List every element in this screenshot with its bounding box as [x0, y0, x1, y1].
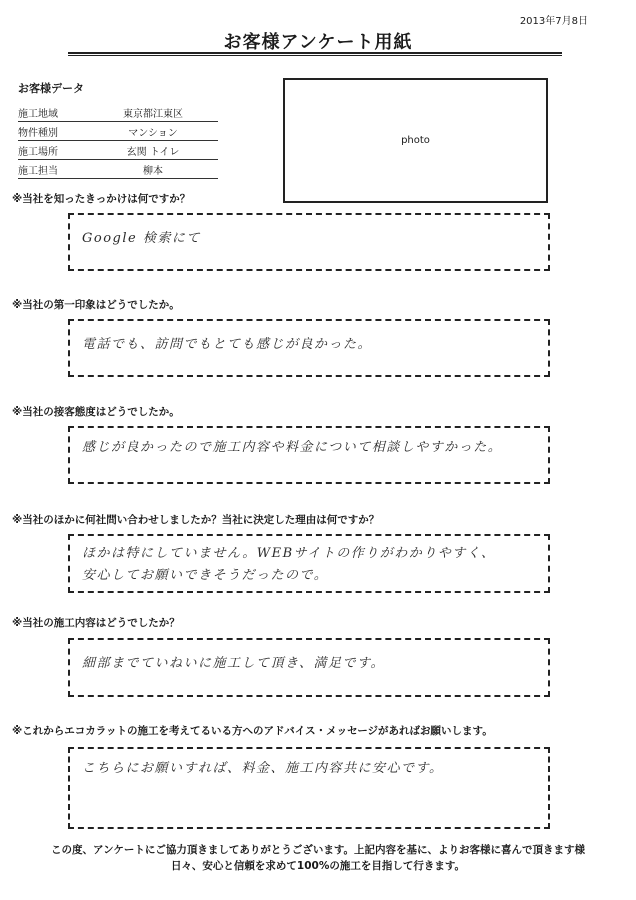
customer-data-heading: お客様データ [18, 82, 84, 95]
customer-data-table [18, 103, 218, 179]
customer-label: 物件種別 [18, 128, 58, 139]
question-4: ※当社のほかに何社問い合わせしましたか？当社に決定した理由は何ですか？ [12, 514, 380, 526]
customer-row-area [18, 103, 218, 122]
photo-placeholder [283, 78, 548, 203]
answer-text: 感じが良かったので施工内容や料金について相談しやすかった。 [82, 440, 503, 455]
answer-box-6 [68, 747, 550, 829]
question-6: ※これからエコカラットの施工を考えてるいる方へのアドバイス・メッセージがあればお願いします。 [12, 725, 493, 737]
page-title: お客様アンケート用紙 [223, 32, 413, 53]
answer-box-5 [68, 638, 550, 697]
customer-label: 施工担当 [18, 166, 58, 177]
answer-box-2 [68, 319, 550, 377]
customer-value: マンション [128, 128, 178, 139]
question-5: ※当社の施工内容はどうでしたか？ [12, 617, 180, 629]
customer-value: 玄関 トイレ [126, 147, 180, 158]
title-underline [68, 52, 562, 54]
answer-box-3 [68, 426, 550, 484]
customer-row-location [18, 141, 218, 160]
answer-text: こちらにお願いすれば、料金、施工内容共に安心です。 [82, 761, 444, 776]
answer-box-4 [68, 534, 550, 593]
question-1: ※当社を知ったきっかけは何ですか？ [12, 193, 191, 205]
customer-label: 施工場所 [18, 147, 58, 158]
answer-text: 電話でも、訪問でもとても感じが良かった。 [82, 337, 373, 352]
footer-line-1: この度、アンケートにご協力頂きましてありがとうございます。上記内容を基に、よりお客様に喜んで頂きます様 [50, 844, 586, 856]
answer-text: 細部までていねいに施工して頂き、満足です。 [82, 656, 385, 671]
customer-value: 東京都江東区 [123, 109, 183, 120]
answer-box-1 [68, 213, 550, 271]
survey-date: 2013年7月8日 [519, 16, 588, 27]
question-3: ※当社の接客態度はどうでしたか。 [12, 406, 180, 418]
customer-row-staff [18, 160, 218, 179]
title-underline-thin [68, 55, 562, 56]
customer-value: 柳本 [143, 166, 163, 177]
customer-label: 施工地域 [18, 109, 58, 120]
footer-line-2: 日々、安心と信頼を求めて100%の施工を目指して行きます。 [170, 860, 466, 872]
answer-text: 安心してお願いできそうだったので。 [82, 568, 329, 583]
answer-text: Google 検索にて [82, 231, 201, 246]
question-2: ※当社の第一印象はどうでしたか。 [12, 299, 180, 311]
photo-label: photo [401, 135, 430, 146]
answer-text: ほかは特にしていません。WEBサイトの作りがわかりやすく、 [82, 546, 496, 561]
customer-row-property-type [18, 122, 218, 141]
